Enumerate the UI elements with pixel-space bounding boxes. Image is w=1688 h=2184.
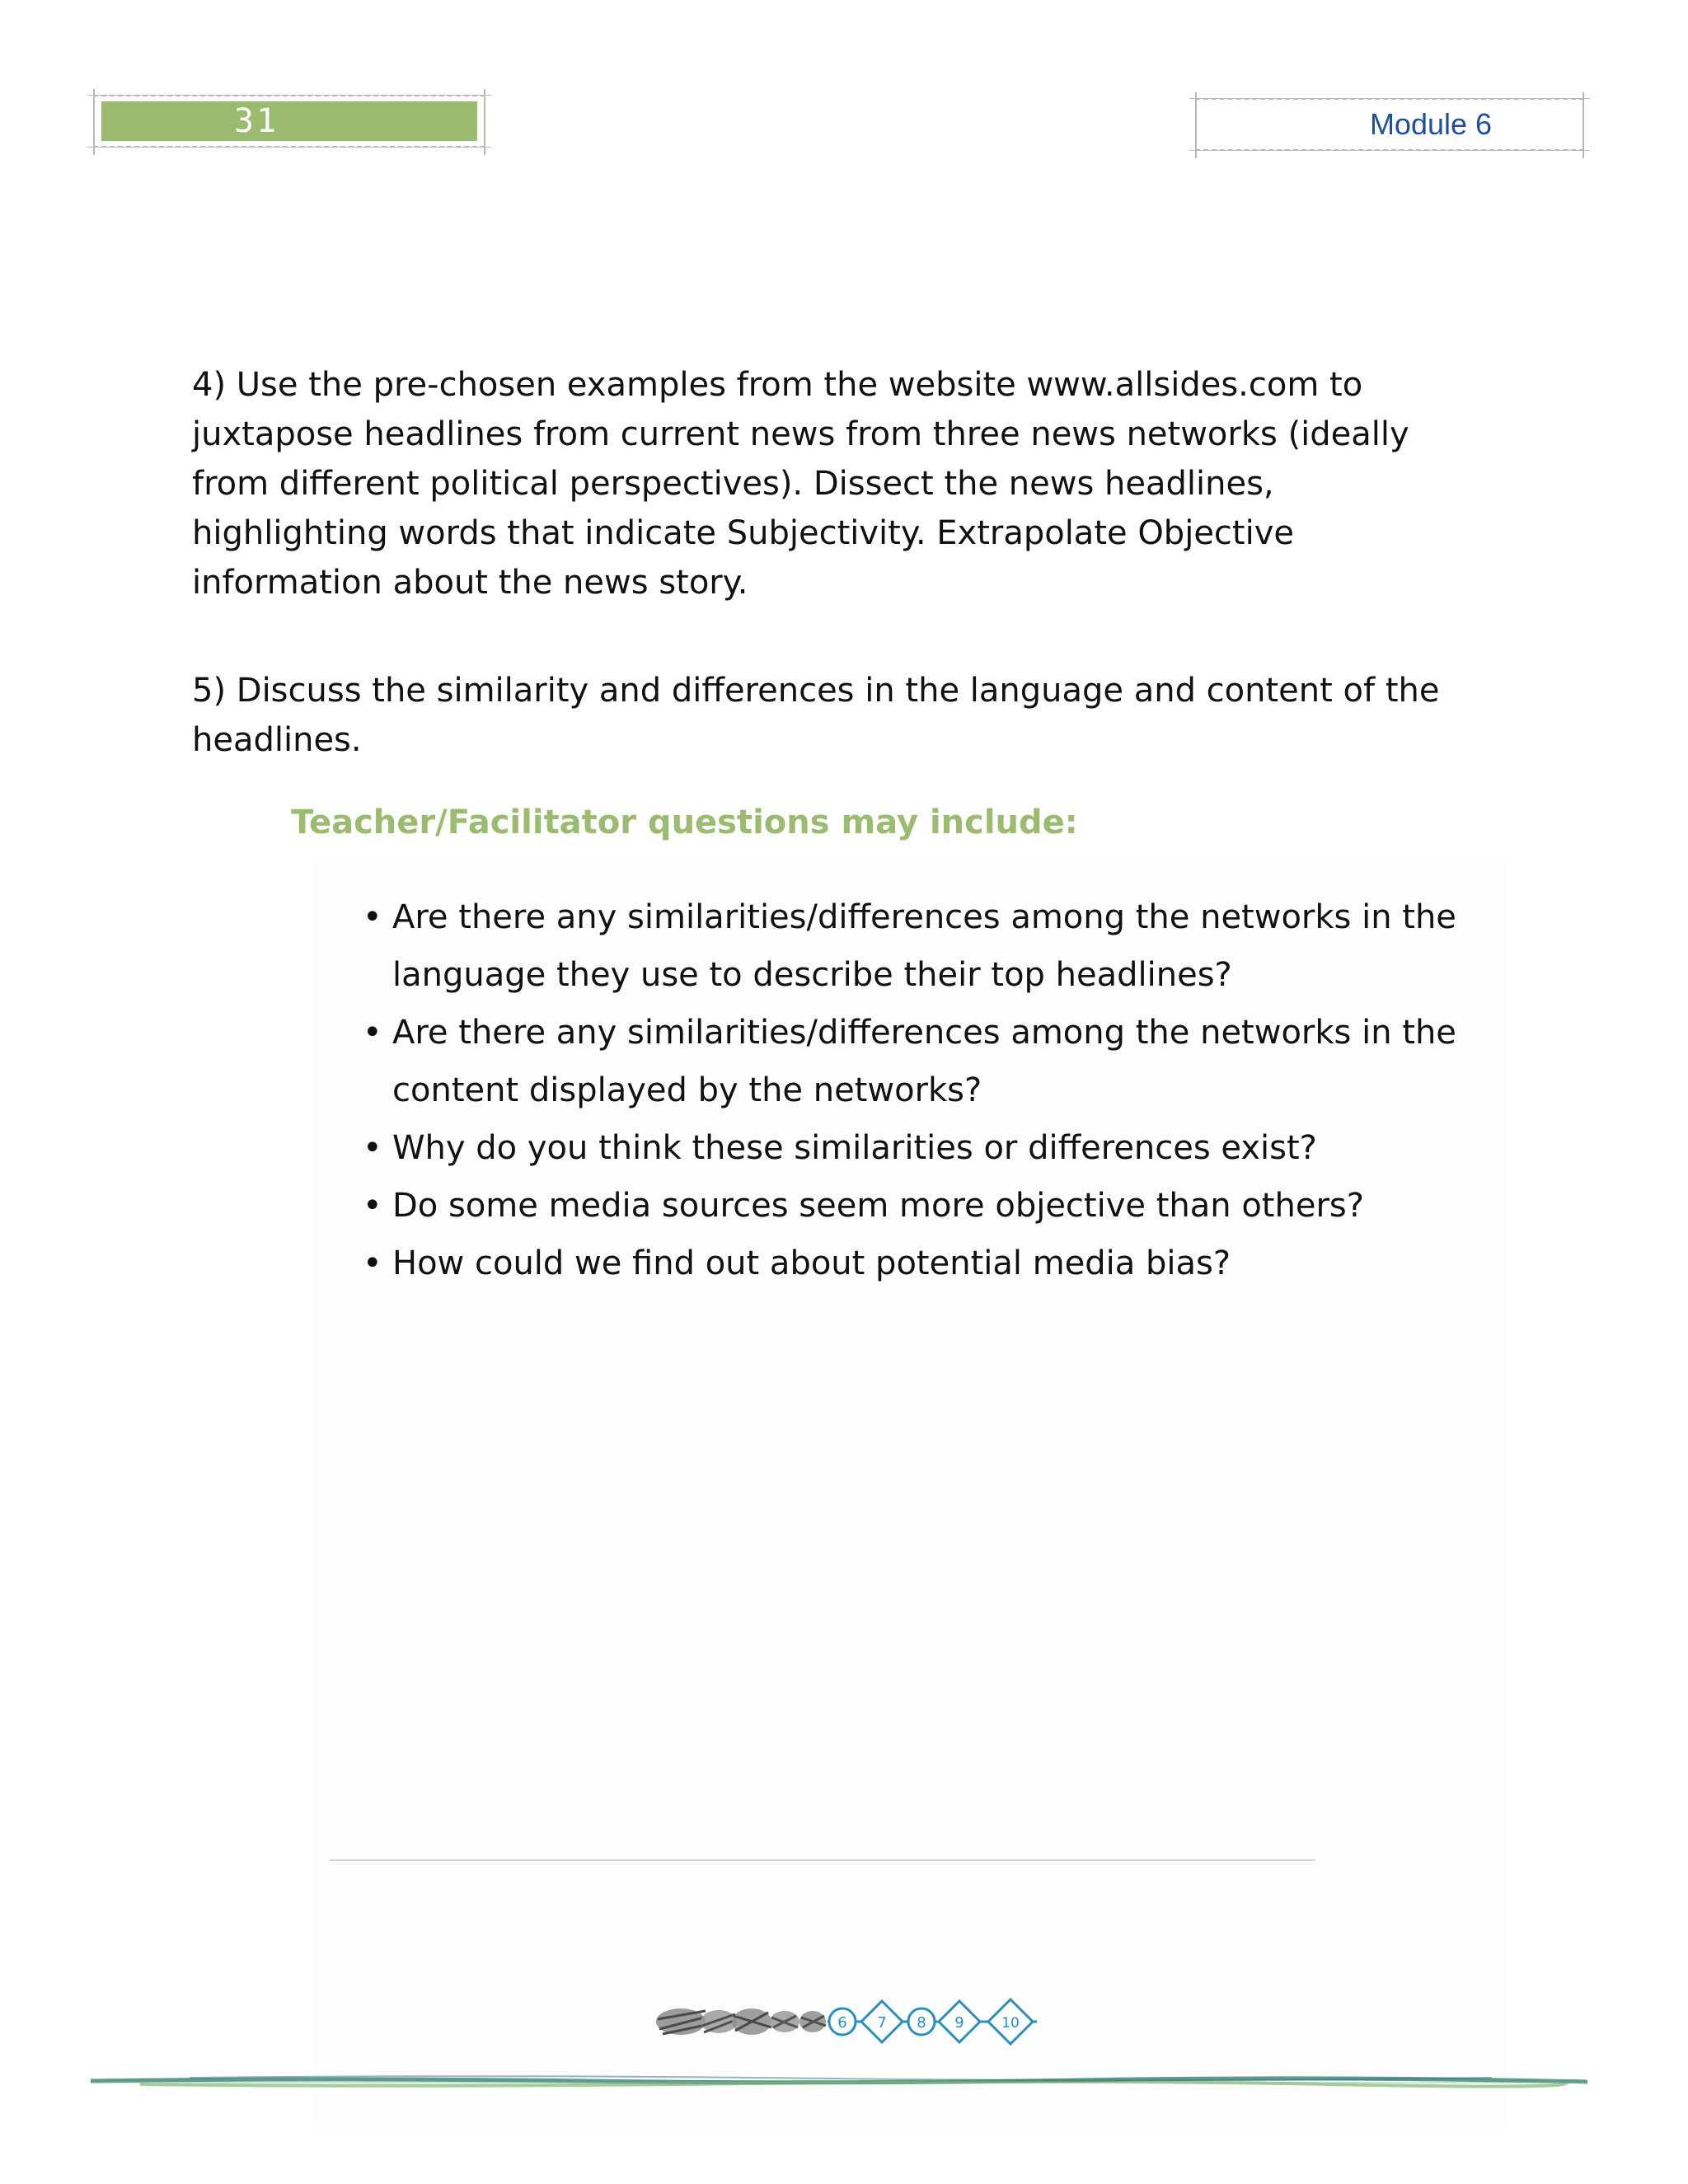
crop-mark (1582, 92, 1584, 158)
module-marker-label: 7 (877, 2014, 887, 2032)
question-item: • Are there any similarities/differences among the networks in the language they use to describe their top headlines? (363, 888, 1517, 1004)
module-label: Module 6 (1369, 107, 1493, 141)
module-marker-10 (988, 1999, 1033, 2044)
module-marker-label: 9 (954, 2014, 964, 2032)
module-marker-label: 10 (1001, 2015, 1020, 2032)
paragraph-step-4: 4) Use the pre-chosen examples from the website www.allsides.com to juxtapose headlines from current news from three news networks (ideally from different political perspectives). Dissect the news headlines, highlighting words that indicate Subjectivity. Extrapolate Objective information about the news story. (192, 366, 1409, 602)
crop-mark (1189, 98, 1590, 99)
question-item: • Do some media sources seem more objective than others? (363, 1177, 1517, 1235)
paragraph-step-5: 5) Discuss the similarity and differences in the language and content of the headlines. (192, 672, 1440, 759)
page-number-box (93, 95, 485, 148)
questions-list (363, 888, 1517, 1292)
questions-heading: Teacher/Facilitator questions may include: (291, 804, 1078, 841)
crop-mark (87, 95, 491, 96)
module-marker-9 (939, 2001, 980, 2042)
question-item: • Why do you think these similarities or differences exist? (363, 1119, 1517, 1177)
decorative-bottom-wave (91, 2064, 1587, 2097)
module-marker-label: 6 (837, 2014, 847, 2032)
crop-mark (484, 89, 485, 155)
module-label-box (1195, 98, 1584, 151)
question-item: • How could we find out about potential media bias? (363, 1235, 1517, 1292)
footer-divider (330, 1859, 1315, 1861)
crop-mark (1189, 150, 1590, 151)
module-marker-7 (861, 2001, 903, 2042)
crop-mark (1195, 92, 1197, 158)
completed-modules-scribble (656, 2008, 826, 2035)
module-marker-8 (908, 2008, 935, 2035)
module-marker-label: 8 (917, 2014, 926, 2032)
crop-mark (87, 147, 491, 148)
page-number: 31 (233, 102, 279, 140)
crop-mark (93, 89, 95, 155)
module-marker-6 (829, 2008, 856, 2035)
module-progress-strip (651, 1994, 1047, 2049)
question-item: • Are there any similarities/differences among the networks in the content displayed by the networks? (363, 1004, 1517, 1119)
